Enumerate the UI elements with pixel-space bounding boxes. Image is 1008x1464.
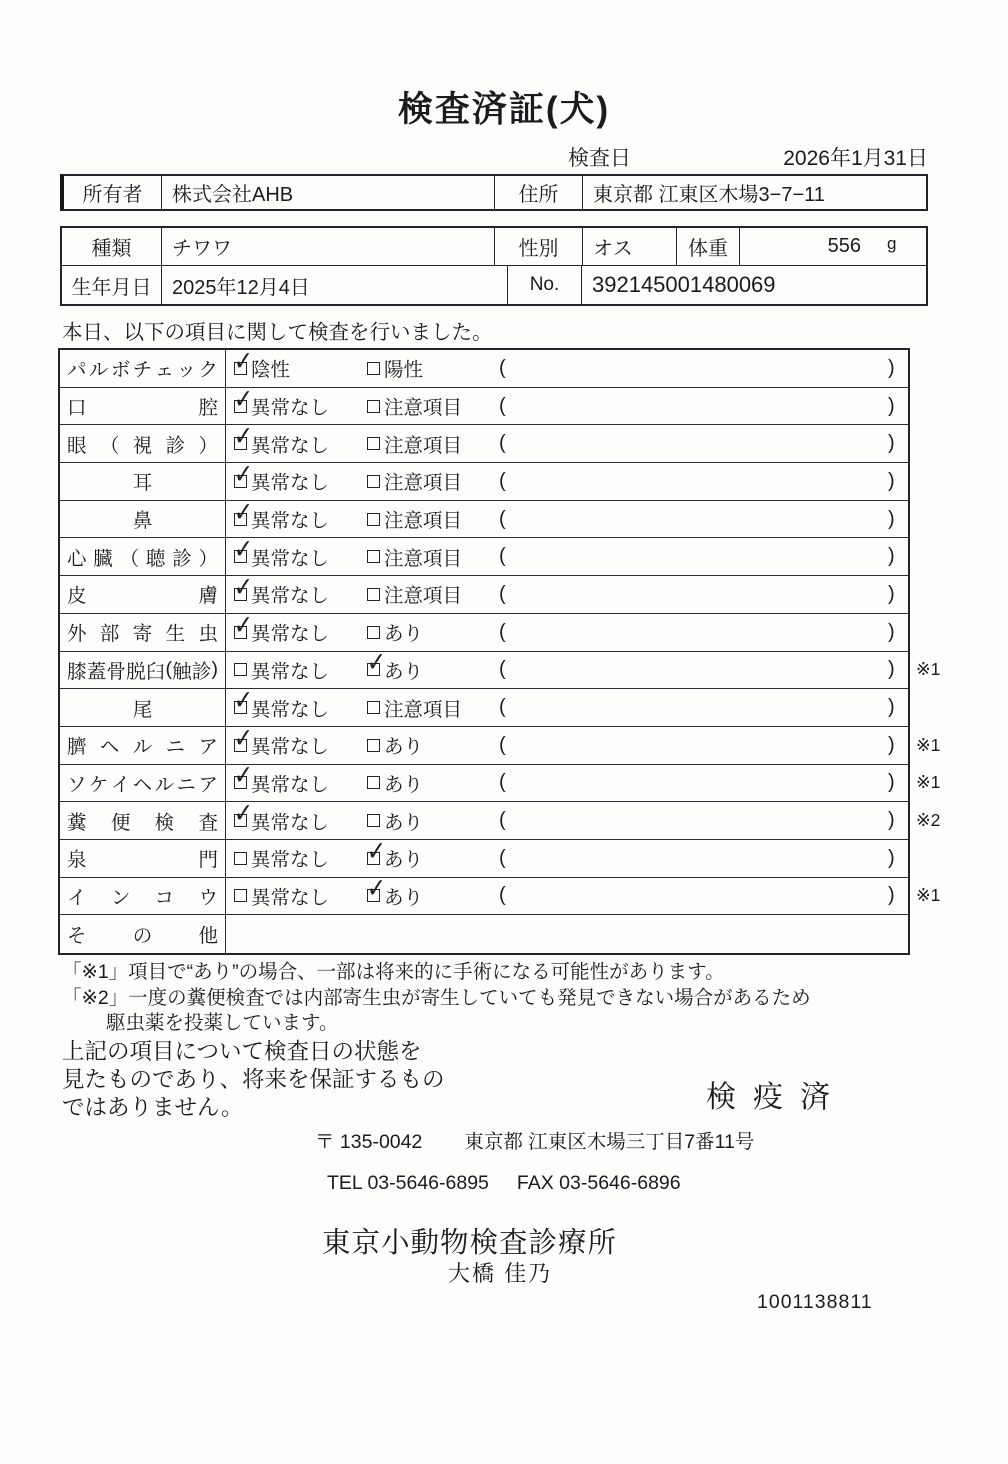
checklist-row [60,840,908,878]
checklist-row [60,388,908,426]
exam-item-label: ソ ケ イ ヘ ル ニ ア [60,765,226,802]
postal-code: 〒 135-0042 [315,1131,423,1153]
exam-option-label: 陽性 [384,359,424,382]
exam-option-label: あり [384,811,424,834]
exam-item-label: 耳 [60,463,226,500]
footnote-1: 「※1」項目で“あり”の場合、一部は将来的に手術になる可能性があります。 [62,961,725,983]
exam-item-label: 皮 膚 [60,576,226,613]
exam-item-label: パ ル ボ チ ェ ッ ク [60,350,226,387]
remarks-close-paren: ) [888,545,895,568]
exam-option [367,614,423,651]
inspection-date-value: 2026年1月31日 [783,147,928,170]
reference-mark: ※1 [916,659,941,680]
exam-option [234,463,329,500]
exam-option-label: 異常なし [251,623,330,646]
clinic-address-line [315,1126,754,1154]
animal-info-table [60,226,928,306]
checklist-row [60,501,908,539]
checkbox-checked[interactable] [234,400,247,413]
birthdate-row [62,266,926,304]
clinic-tel: TEL 03-5646-6895 [327,1172,489,1194]
breed-value: チワワ [162,228,495,265]
checkbox-checked[interactable] [234,588,247,601]
exam-option [234,501,329,538]
remarks-open-paren: ( [499,394,506,417]
remarks-open-paren: ( [499,771,506,794]
exam-option [367,350,423,387]
remarks-close-paren: ) [888,394,895,417]
exam-option [234,765,329,802]
owner-address-label: 住所 [495,176,583,209]
exam-option-label: あり [384,623,424,646]
checkbox-unchecked[interactable] [367,550,380,563]
document-serial-number: 1001138811 [757,1291,873,1313]
checklist-row [60,350,908,388]
checkbox-unchecked[interactable] [367,776,380,789]
exam-option [367,689,462,726]
checkbox-unchecked[interactable] [234,852,247,865]
exam-option-label: 異常なし [251,773,330,796]
checklist-row [60,765,941,803]
exam-option [234,689,329,726]
remarks-open-paren: ( [499,696,506,719]
page-title: 検査済証(犬) [397,90,611,129]
remarks-open-paren: ( [499,733,506,756]
exam-option-label: 陰性 [251,359,291,382]
clinic-fax: FAX 03-5646-6896 [516,1172,681,1194]
exam-option [234,538,329,575]
remarks-open-paren: ( [499,356,506,379]
checkbox-unchecked[interactable] [367,588,380,601]
exam-option [234,350,290,387]
remarks-close-paren: ) [888,884,895,907]
birthdate-value: 2025年12月4日 [162,266,508,304]
exam-option [234,878,329,915]
checklist-row [60,802,941,840]
certificate-no-label: No. [508,266,582,304]
exam-option [234,388,329,425]
footnote-2: 「※2」一度の糞便検査では内部寄生虫が寄生していても発見できない場合があるため [62,987,811,1009]
exam-option-label: 異常なし [251,510,330,533]
exam-option-label: 注意項目 [384,698,463,721]
checkbox-checked[interactable] [234,550,247,563]
exam-option [234,727,329,764]
remarks-close-paren: ) [888,582,895,605]
checkbox-checked[interactable] [367,852,380,865]
remarks-open-paren: ( [499,469,506,492]
exam-option-label: あり [384,660,424,683]
checkbox-checked[interactable] [234,626,247,639]
clinic-street-address: 東京都 江東区木場三丁目7番11号 [464,1131,755,1153]
checkbox-checked[interactable] [234,513,247,526]
remarks-open-paren: ( [499,545,506,568]
exam-option-label: 異常なし [251,660,330,683]
remarks-open-paren: ( [499,432,506,455]
inspection-date-label: 検査日 [568,147,631,170]
remarks-open-paren: ( [499,620,506,643]
exam-item-label: 心 臓 （ 聴 診 ） [60,538,226,575]
owner-address-value: 東京都 江東区木場3−7−11 [593,184,825,206]
exam-option-label: あり [384,773,424,796]
checklist-row [60,652,941,690]
exam-option [234,802,329,839]
checkbox-unchecked[interactable] [367,400,380,413]
breed-label: 種類 [62,228,162,265]
checkbox-checked[interactable] [234,739,247,752]
checkbox-unchecked[interactable] [367,513,380,526]
owner-label: 所有者 [64,176,162,209]
veterinarian-name: 大橋 佳乃 [448,1261,553,1286]
remarks-close-paren: ) [888,658,895,681]
checkbox-unchecked[interactable] [367,814,380,827]
exam-option-label: あり [384,736,424,759]
checklist-row [60,576,908,614]
clinic-phone-line [327,1172,681,1195]
exam-item-label: 口 腔 [60,388,226,425]
exam-option [234,840,329,877]
checkbox-checked[interactable] [234,362,247,375]
checklist-row [60,915,908,953]
remarks-open-paren: ( [499,884,506,907]
exam-option [367,802,423,839]
exam-option-label: 異常なし [251,397,330,420]
remarks-close-paren: ) [888,432,895,455]
exam-option [367,727,423,764]
remarks-close-paren: ) [888,469,895,492]
checkbox-checked[interactable] [234,814,247,827]
exam-option [367,840,423,877]
owner-value: 株式会社AHB [162,176,495,209]
exam-option-label: あり [384,886,424,909]
exam-option [367,765,423,802]
exam-option-label: 注意項目 [384,547,463,570]
exam-option-label: 異常なし [251,434,330,457]
exam-option [367,463,462,500]
checkbox-checked[interactable] [367,889,380,902]
remarks-open-paren: ( [499,582,506,605]
weight-unit: g [887,234,897,253]
exam-option-label: 異常なし [251,585,330,608]
remarks-close-paren: ) [888,620,895,643]
owner-table [60,174,928,211]
exam-option-label: 注意項目 [384,472,463,495]
birthdate-label: 生年月日 [62,266,162,304]
reference-mark: ※1 [916,772,941,793]
exam-option [234,425,329,462]
checkbox-unchecked[interactable] [367,701,380,714]
checkbox-unchecked[interactable] [367,362,380,375]
exam-option [234,614,329,651]
checkbox-checked[interactable] [234,776,247,789]
checkbox-checked[interactable] [367,663,380,676]
exam-item-label: 糞 便 検 査 [60,802,226,839]
breed-row [62,228,926,266]
checkbox-unchecked[interactable] [234,663,247,676]
remarks-open-paren: ( [499,809,506,832]
exam-option-label: 異常なし [251,547,330,570]
exam-item-label: 泉 門 [60,840,226,877]
checklist-row [60,689,908,727]
remarks-close-paren: ) [888,809,895,832]
checkbox-unchecked[interactable] [367,437,380,450]
remarks-close-paren: ) [888,356,895,379]
reference-mark: ※1 [916,885,941,906]
exam-item-label: 尾 [60,689,226,726]
exam-item-label: そ の 他 [60,915,226,953]
checkbox-unchecked[interactable] [367,626,380,639]
sex-value: オス [583,228,677,265]
exam-option-label: 異常なし [251,736,330,759]
remarks-close-paren: ) [888,507,895,530]
reference-mark: ※2 [916,810,941,831]
remarks-close-paren: ) [888,846,895,869]
remarks-close-paren: ) [888,696,895,719]
exam-item-label: 鼻 [60,501,226,538]
exam-option-label: 異常なし [251,811,330,834]
exam-option-label: 異常なし [251,849,330,872]
exam-option [367,652,423,689]
exam-option [367,501,462,538]
disclaimer-text: 上記の項目について検査日の状態を 見たものであり、将来を保証するもの ではありません。 [62,1039,445,1120]
quarantine-passed-stamp: 検疫済 [706,1081,847,1114]
reference-mark: ※1 [916,734,941,755]
checklist-row [60,538,908,576]
remarks-open-paren: ( [499,846,506,869]
exam-option [367,388,462,425]
exam-item-label: イ ン コ ウ [60,878,226,915]
clinic-name: 東京小動物検査診療所 [322,1227,618,1259]
intro-statement: 本日、以下の項目に関して検査を行いました。 [62,321,493,344]
remarks-close-paren: ) [888,733,895,756]
checklist-row [60,878,941,916]
exam-item-label: 眼 （ 視 診 ） [60,425,226,462]
weight-value: 556 [827,235,861,258]
remarks-open-paren: ( [499,507,506,530]
sex-label: 性別 [495,228,583,265]
certificate-no-value: 392145001480069 [592,272,776,298]
exam-option [367,538,462,575]
examination-checklist-table [58,348,941,955]
remarks-open-paren: ( [499,658,506,681]
exam-option [367,576,462,613]
exam-option-label: 注意項目 [384,510,463,533]
weight-label: 体重 [677,228,740,265]
checkbox-unchecked[interactable] [367,739,380,752]
checklist-row [60,614,908,652]
checkbox-unchecked[interactable] [367,475,380,488]
exam-option-label: あり [384,849,424,872]
exam-option-label: 異常なし [251,886,330,909]
exam-option [234,576,329,613]
checklist-row [60,425,908,463]
exam-option-label: 異常なし [251,472,330,495]
checklist-row [60,463,908,501]
exam-option [234,652,329,689]
checklist-row [60,727,941,765]
exam-item-label: 臍 ヘ ル ニ ア [60,727,226,764]
remarks-close-paren: ) [888,771,895,794]
checkbox-checked[interactable] [234,701,247,714]
exam-option-label: 注意項目 [384,434,463,457]
exam-option-label: 注意項目 [384,585,463,608]
exam-option [367,878,423,915]
exam-item-label: 外 部 寄 生 虫 [60,614,226,651]
checkbox-checked[interactable] [234,437,247,450]
exam-option-label: 異常なし [251,698,330,721]
checkbox-checked[interactable] [234,475,247,488]
footnote-2-continued: 駆虫薬を投薬しています。 [106,1012,339,1034]
exam-item-label: 膝 蓋 骨 脱 臼 ( 触 診 ) [60,652,226,689]
exam-option [367,425,462,462]
checkbox-unchecked[interactable] [234,889,247,902]
exam-option-label: 注意項目 [384,397,463,420]
